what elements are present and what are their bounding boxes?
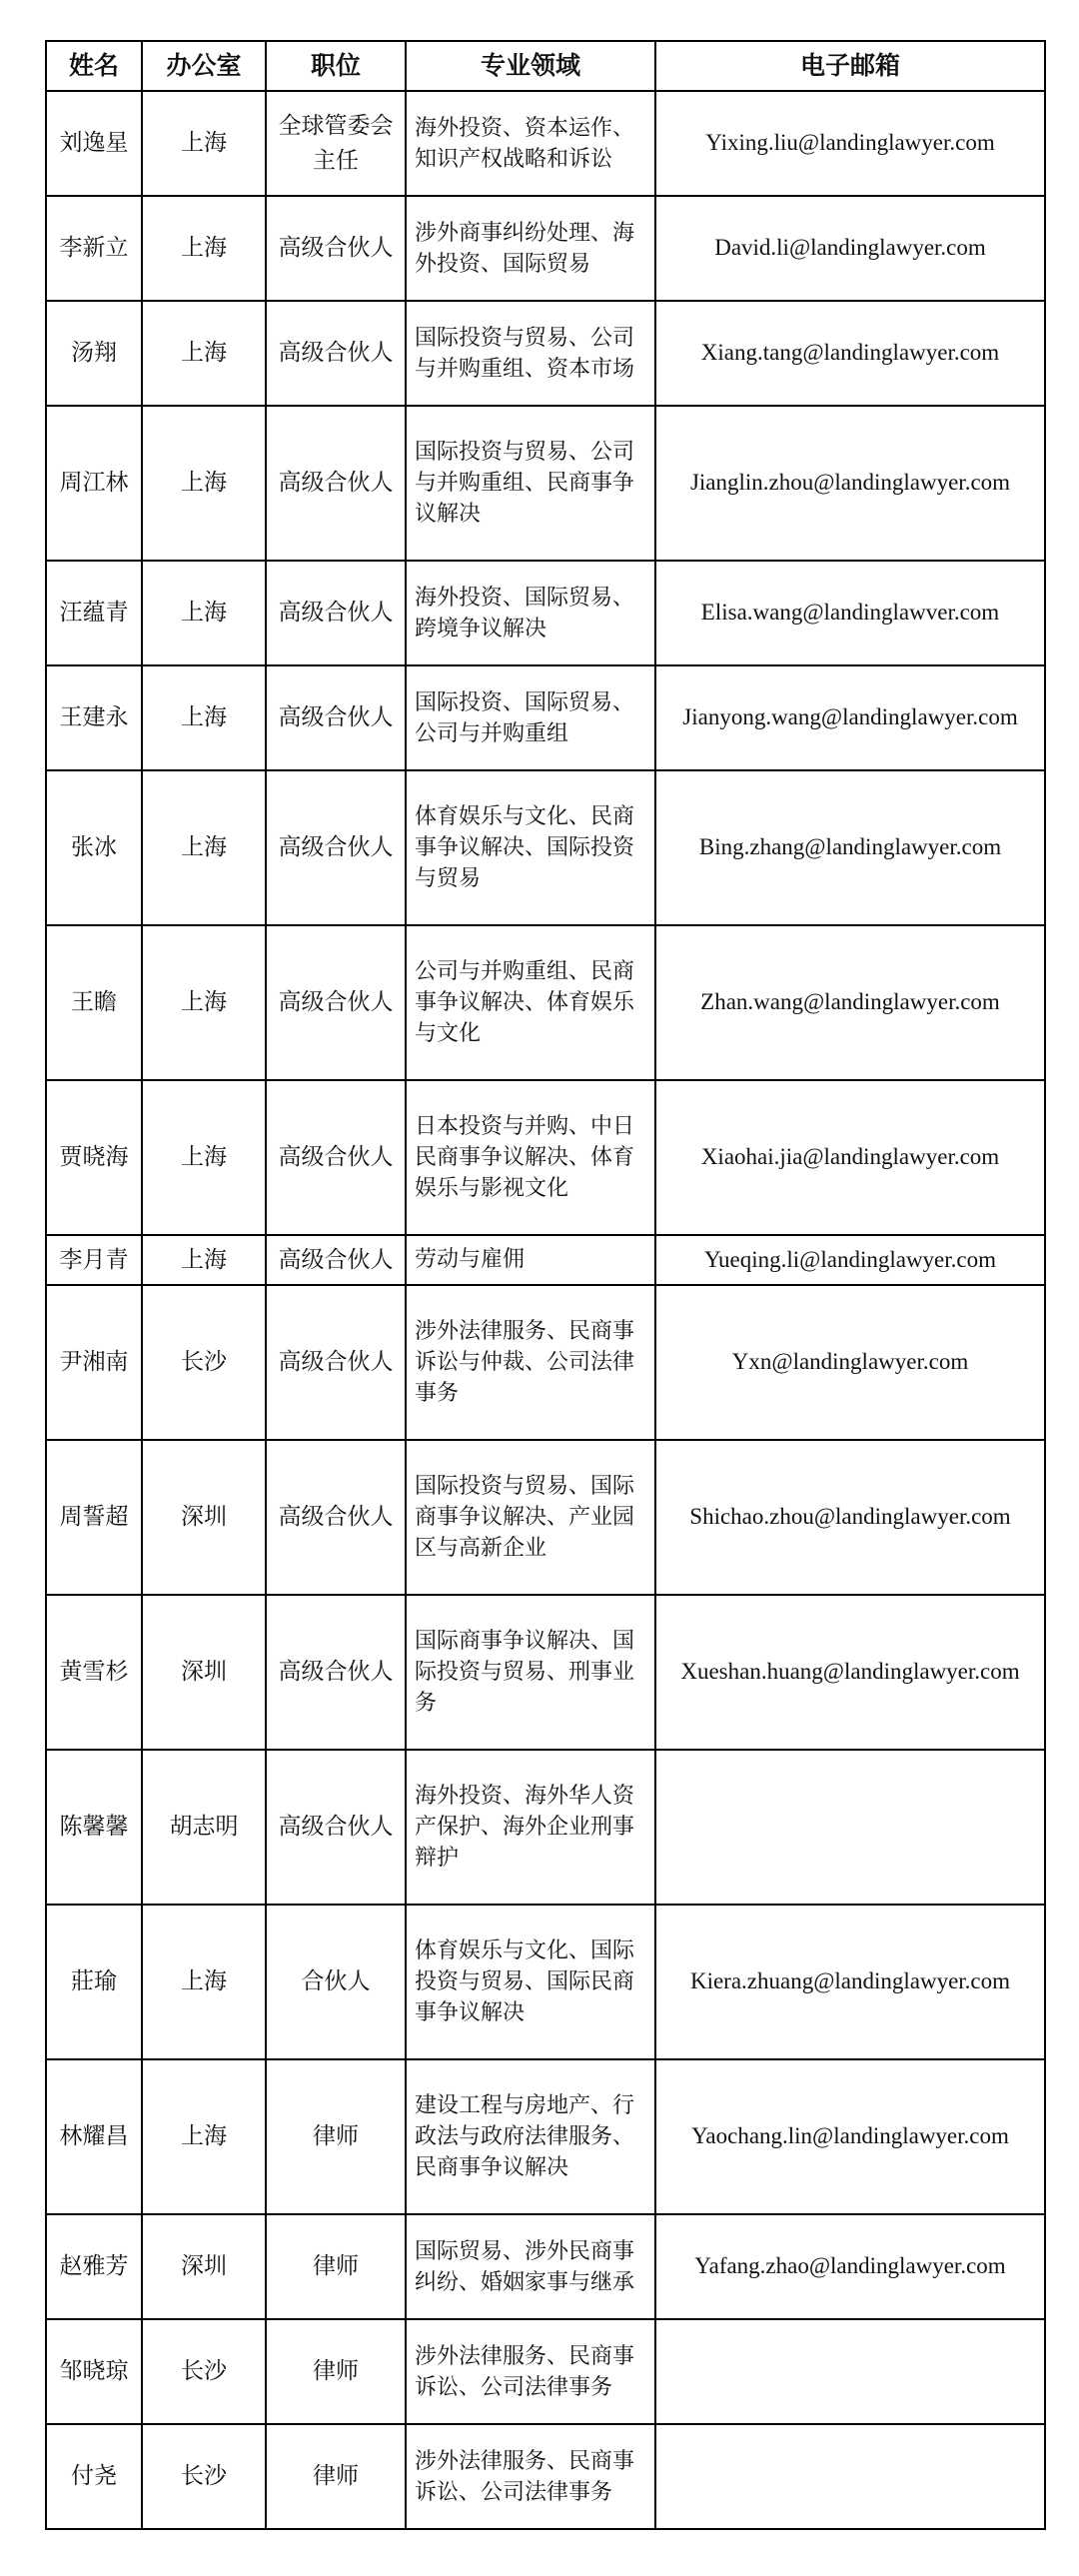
- header-position: 职位: [266, 41, 406, 91]
- cell-office: 胡志明: [142, 1750, 266, 1905]
- header-field: 专业领域: [406, 41, 655, 91]
- cell-name: 周誓超: [46, 1440, 142, 1595]
- cell-field: 国际投资与贸易、国际商事争议解决、产业园区与高新企业: [406, 1440, 655, 1595]
- cell-name: 贾晓海: [46, 1080, 142, 1235]
- cell-position: 高级合伙人: [266, 1440, 406, 1595]
- cell-position: 全球管委会主任: [266, 91, 406, 196]
- cell-field: 建设工程与房地产、行政法与政府法律服务、民商事争议解决: [406, 2059, 655, 2214]
- cell-email[interactable]: Yueqing.li@landinglawyer.com: [655, 1235, 1045, 1285]
- cell-email[interactable]: Shichao.zhou@landinglawyer.com: [655, 1440, 1045, 1595]
- cell-office: 上海: [142, 1235, 266, 1285]
- cell-field: 公司与并购重组、民商事争议解决、体育娱乐与文化: [406, 925, 655, 1080]
- cell-name: 黄雪杉: [46, 1595, 142, 1750]
- cell-field: 劳动与雇佣: [406, 1235, 655, 1285]
- cell-name: 汤翔: [46, 301, 142, 406]
- cell-name: 陈馨馨: [46, 1750, 142, 1905]
- cell-position: 高级合伙人: [266, 301, 406, 406]
- cell-position: 高级合伙人: [266, 406, 406, 561]
- header-email: 电子邮箱: [655, 41, 1045, 91]
- cell-position: 高级合伙人: [266, 1285, 406, 1440]
- cell-email[interactable]: Yxn@landinglawyer.com: [655, 1285, 1045, 1440]
- cell-name: 周江林: [46, 406, 142, 561]
- cell-email: [655, 2319, 1045, 2424]
- cell-email[interactable]: Jianyong.wang@landinglawyer.com: [655, 665, 1045, 770]
- cell-position: 高级合伙人: [266, 1235, 406, 1285]
- cell-email[interactable]: Yaochang.lin@landinglawyer.com: [655, 2059, 1045, 2214]
- cell-field: 海外投资、海外华人资产保护、海外企业刑事辩护: [406, 1750, 655, 1905]
- cell-name: 张冰: [46, 770, 142, 925]
- cell-office: 长沙: [142, 1285, 266, 1440]
- cell-email[interactable]: David.li@landinglawyer.com: [655, 196, 1045, 301]
- table-row: [46, 2424, 1045, 2529]
- cell-email: [655, 2424, 1045, 2529]
- cell-field: 海外投资、国际贸易、跨境争议解决: [406, 561, 655, 665]
- table-row: [46, 91, 1045, 196]
- table-row: [46, 1750, 1045, 1905]
- table-body: [46, 91, 1045, 2529]
- cell-field: 国际贸易、涉外民商事纠纷、婚姻家事与继承: [406, 2214, 655, 2319]
- table-row: [46, 1595, 1045, 1750]
- cell-position: 合伙人: [266, 1905, 406, 2059]
- cell-name: 莊瑜: [46, 1905, 142, 2059]
- cell-field: 国际投资与贸易、公司与并购重组、民商事争议解决: [406, 406, 655, 561]
- cell-office: 长沙: [142, 2424, 266, 2529]
- cell-field: 涉外商事纠纷处理、海外投资、国际贸易: [406, 196, 655, 301]
- cell-name: 林耀昌: [46, 2059, 142, 2214]
- cell-name: 王瞻: [46, 925, 142, 1080]
- cell-email: [655, 1750, 1045, 1905]
- cell-name: 李新立: [46, 196, 142, 301]
- cell-office: 上海: [142, 2059, 266, 2214]
- cell-email[interactable]: Jianglin.zhou@landinglawyer.com: [655, 406, 1045, 561]
- table-header-row: [46, 41, 1045, 91]
- cell-position: 高级合伙人: [266, 665, 406, 770]
- table-row: [46, 406, 1045, 561]
- cell-position: 高级合伙人: [266, 1595, 406, 1750]
- cell-position: 律师: [266, 2214, 406, 2319]
- cell-position: 律师: [266, 2059, 406, 2214]
- cell-position: 高级合伙人: [266, 770, 406, 925]
- cell-name: 王建永: [46, 665, 142, 770]
- cell-field: 涉外法律服务、民商事诉讼与仲裁、公司法律事务: [406, 1285, 655, 1440]
- table-row: [46, 1440, 1045, 1595]
- cell-office: 上海: [142, 196, 266, 301]
- table-row: [46, 2059, 1045, 2214]
- table-row: [46, 196, 1045, 301]
- cell-email[interactable]: Yafang.zhao@landinglawyer.com: [655, 2214, 1045, 2319]
- cell-position: 律师: [266, 2424, 406, 2529]
- cell-office: 长沙: [142, 2319, 266, 2424]
- table-row: [46, 2319, 1045, 2424]
- cell-field: 涉外法律服务、民商事诉讼、公司法律事务: [406, 2424, 655, 2529]
- lawyer-directory: [45, 40, 1044, 2530]
- cell-field: 海外投资、资本运作、知识产权战略和诉讼: [406, 91, 655, 196]
- cell-office: 上海: [142, 770, 266, 925]
- cell-office: 深圳: [142, 1595, 266, 1750]
- cell-email[interactable]: Kiera.zhuang@landinglawyer.com: [655, 1905, 1045, 2059]
- cell-email[interactable]: Xiang.tang@landinglawyer.com: [655, 301, 1045, 406]
- cell-office: 上海: [142, 406, 266, 561]
- cell-email[interactable]: Xueshan.huang@landinglawyer.com: [655, 1595, 1045, 1750]
- cell-office: 上海: [142, 1080, 266, 1235]
- cell-name: 邹晓琼: [46, 2319, 142, 2424]
- cell-email[interactable]: Bing.zhang@landinglawyer.com: [655, 770, 1045, 925]
- cell-name: 李月青: [46, 1235, 142, 1285]
- cell-office: 上海: [142, 561, 266, 665]
- lawyer-table: [45, 40, 1046, 2530]
- cell-name: 付尧: [46, 2424, 142, 2529]
- cell-position: 高级合伙人: [266, 925, 406, 1080]
- cell-office: 上海: [142, 1905, 266, 2059]
- cell-position: 高级合伙人: [266, 561, 406, 665]
- header-office: 办公室: [142, 41, 266, 91]
- cell-office: 上海: [142, 301, 266, 406]
- cell-email[interactable]: Elisa.wang@landinglawver.com: [655, 561, 1045, 665]
- header-name: 姓名: [46, 41, 142, 91]
- table-row: [46, 1285, 1045, 1440]
- cell-email[interactable]: Xiaohai.jia@landinglawyer.com: [655, 1080, 1045, 1235]
- cell-email[interactable]: Yixing.liu@landinglawyer.com: [655, 91, 1045, 196]
- cell-name: 刘逸星: [46, 91, 142, 196]
- cell-name: 赵雅芳: [46, 2214, 142, 2319]
- cell-field: 涉外法律服务、民商事诉讼、公司法律事务: [406, 2319, 655, 2424]
- cell-position: 律师: [266, 2319, 406, 2424]
- table-row: [46, 665, 1045, 770]
- cell-office: 上海: [142, 925, 266, 1080]
- cell-position: 高级合伙人: [266, 196, 406, 301]
- cell-office: 深圳: [142, 2214, 266, 2319]
- table-row: [46, 301, 1045, 406]
- cell-office: 深圳: [142, 1440, 266, 1595]
- table-row: [46, 1905, 1045, 2059]
- table-row: [46, 925, 1045, 1080]
- table-row: [46, 1235, 1045, 1285]
- cell-field: 国际商事争议解决、国际投资与贸易、刑事业务: [406, 1595, 655, 1750]
- cell-office: 上海: [142, 665, 266, 770]
- cell-field: 日本投资与并购、中日民商事争议解决、体育娱乐与影视文化: [406, 1080, 655, 1235]
- cell-office: 上海: [142, 91, 266, 196]
- cell-field: 国际投资、国际贸易、公司与并购重组: [406, 665, 655, 770]
- cell-position: 高级合伙人: [266, 1080, 406, 1235]
- cell-name: 尹湘南: [46, 1285, 142, 1440]
- cell-field: 国际投资与贸易、公司与并购重组、资本市场: [406, 301, 655, 406]
- cell-field: 体育娱乐与文化、民商事争议解决、国际投资与贸易: [406, 770, 655, 925]
- table-row: [46, 770, 1045, 925]
- cell-field: 体育娱乐与文化、国际投资与贸易、国际民商事争议解决: [406, 1905, 655, 2059]
- cell-position: 高级合伙人: [266, 1750, 406, 1905]
- cell-email[interactable]: Zhan.wang@landinglawyer.com: [655, 925, 1045, 1080]
- table-row: [46, 561, 1045, 665]
- cell-name: 汪蕴青: [46, 561, 142, 665]
- table-row: [46, 2214, 1045, 2319]
- table-row: [46, 1080, 1045, 1235]
